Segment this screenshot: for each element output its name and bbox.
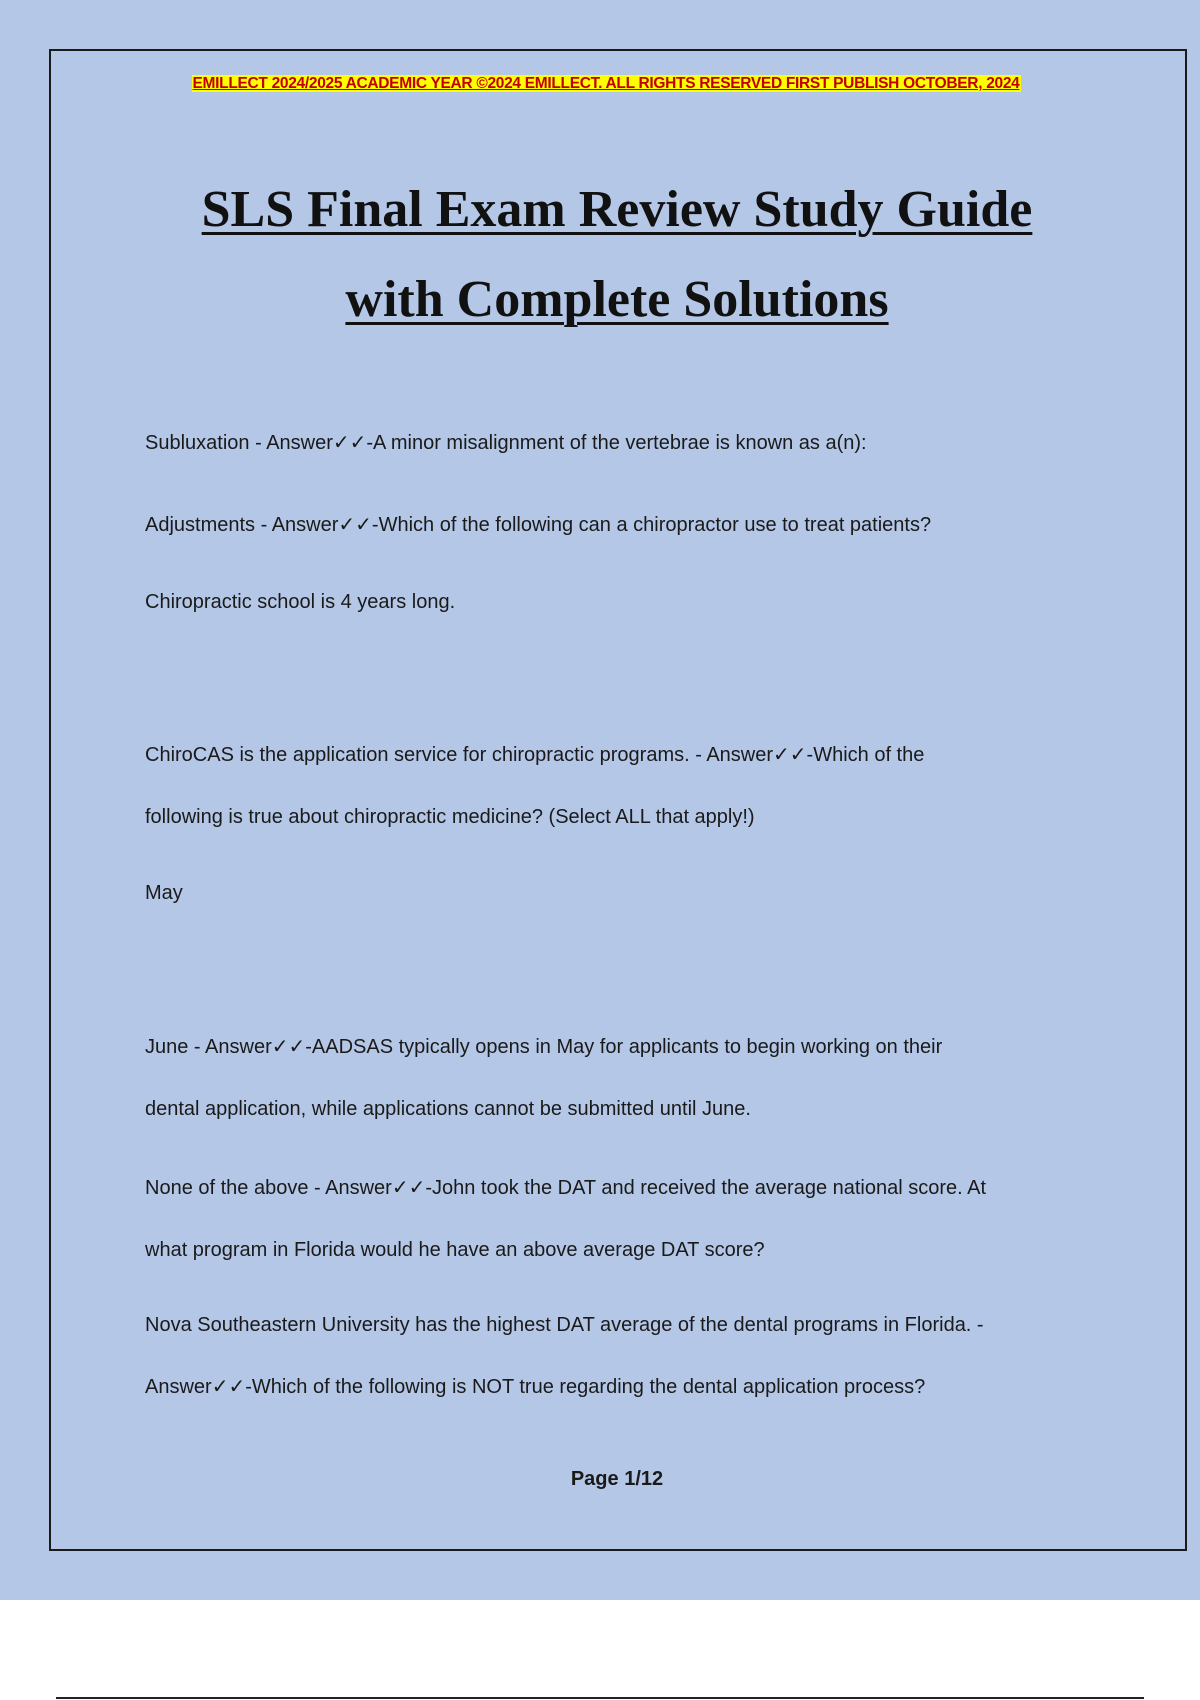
qa-line: Adjustments - Answer✓✓-Which of the following can a chiropractor use to treat patients? — [145, 514, 932, 536]
copyright-banner — [145, 73, 1067, 97]
document-title — [100, 165, 1134, 345]
qa-line: Answer✓✓-Which of the following is NOT true regarding the dental application process? — [145, 1376, 926, 1398]
copyright-text: EMILLECT 2024/2025 ACADEMIC YEAR ©2024 EMILLECT. ALL RIGHTS RESERVED FIRST PUBLISH OCTOBER, 2024 — [192, 75, 1020, 92]
next-page-rule — [56, 1697, 1144, 1699]
qa-line: ChiroCAS is the application service for chiropractic programs. - Answer✓✓-Which of the — [145, 744, 925, 766]
qa-line: Subluxation - Answer✓✓-A minor misalignment of the vertebrae is known as a(n): — [145, 432, 867, 454]
qa-line: Nova Southeastern University has the highest DAT average of the dental programs in Florida. - — [145, 1314, 984, 1336]
qa-line: None of the above - Answer✓✓-John took the DAT and received the average national score. At — [145, 1177, 987, 1199]
title-line-1: SLS Final Exam Review Study Guide — [201, 181, 1033, 238]
qa-line: Chiropractic school is 4 years long. — [145, 591, 456, 613]
qa-line: following is true about chiropractic medicine? (Select ALL that apply!) — [145, 806, 755, 828]
title-line-2: with Complete Solutions — [345, 271, 889, 328]
page-number: Page 1/12 — [570, 1468, 664, 1490]
qa-line: May — [145, 882, 183, 904]
qa-line: dental application, while applications cannot be submitted until June. — [145, 1098, 751, 1120]
qa-line: what program in Florida would he have an above average DAT score? — [145, 1239, 765, 1261]
qa-line: June - Answer✓✓-AADSAS typically opens in May for applicants to begin working on their — [145, 1036, 943, 1058]
